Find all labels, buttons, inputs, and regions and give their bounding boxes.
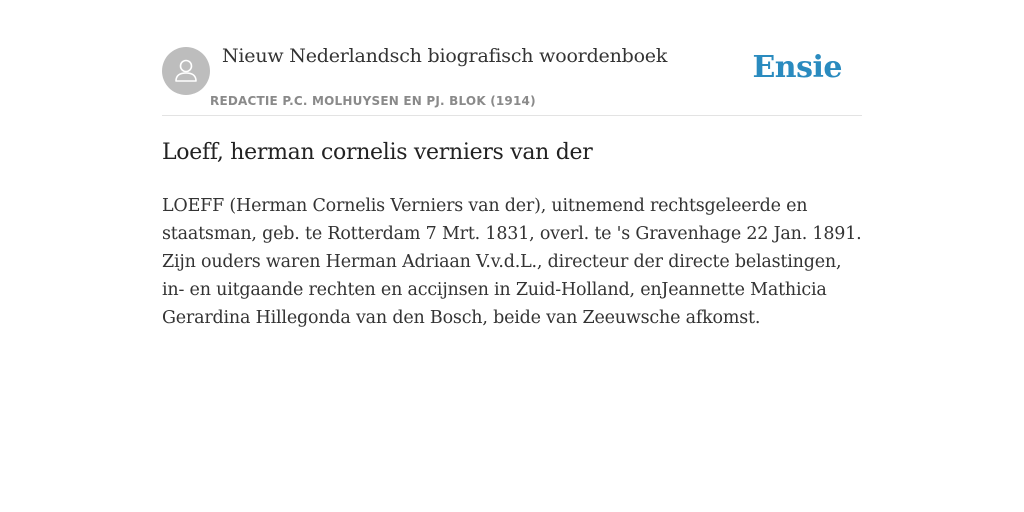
ensie-logo[interactable]: Ensie — [752, 50, 842, 85]
entry-body: LOEFF (Herman Cornelis Verniers van der), uitnemend rechtsgeleerde en staatsman, geb. te Rotterdam 7 Mrt. 1831, overl. te 's Gravenhage 22 Jan. 1891. Zijn ouders waren Herman Adriaan V.v.d.L., directeur der directe belastingen, in- en uitgaande rechten en accijnsen in Zuid-Holland, enJeannette Mathicia Gerardina Hillegonda van den Bosch, beide van Zeeuwsche afkomst. — [162, 196, 862, 328]
user-icon — [171, 56, 201, 86]
source-avatar[interactable] — [162, 47, 210, 95]
source-editors: REDACTIE P.C. MOLHUYSEN EN PJ. BLOK (1914) — [210, 94, 536, 108]
source-header — [162, 0, 862, 116]
entry-title: Loeff, herman cornelis verniers van der — [162, 140, 593, 165]
entry-card — [162, 0, 862, 328]
source-title[interactable]: Nieuw Nederlandsch biografisch woordenboek — [222, 45, 668, 67]
